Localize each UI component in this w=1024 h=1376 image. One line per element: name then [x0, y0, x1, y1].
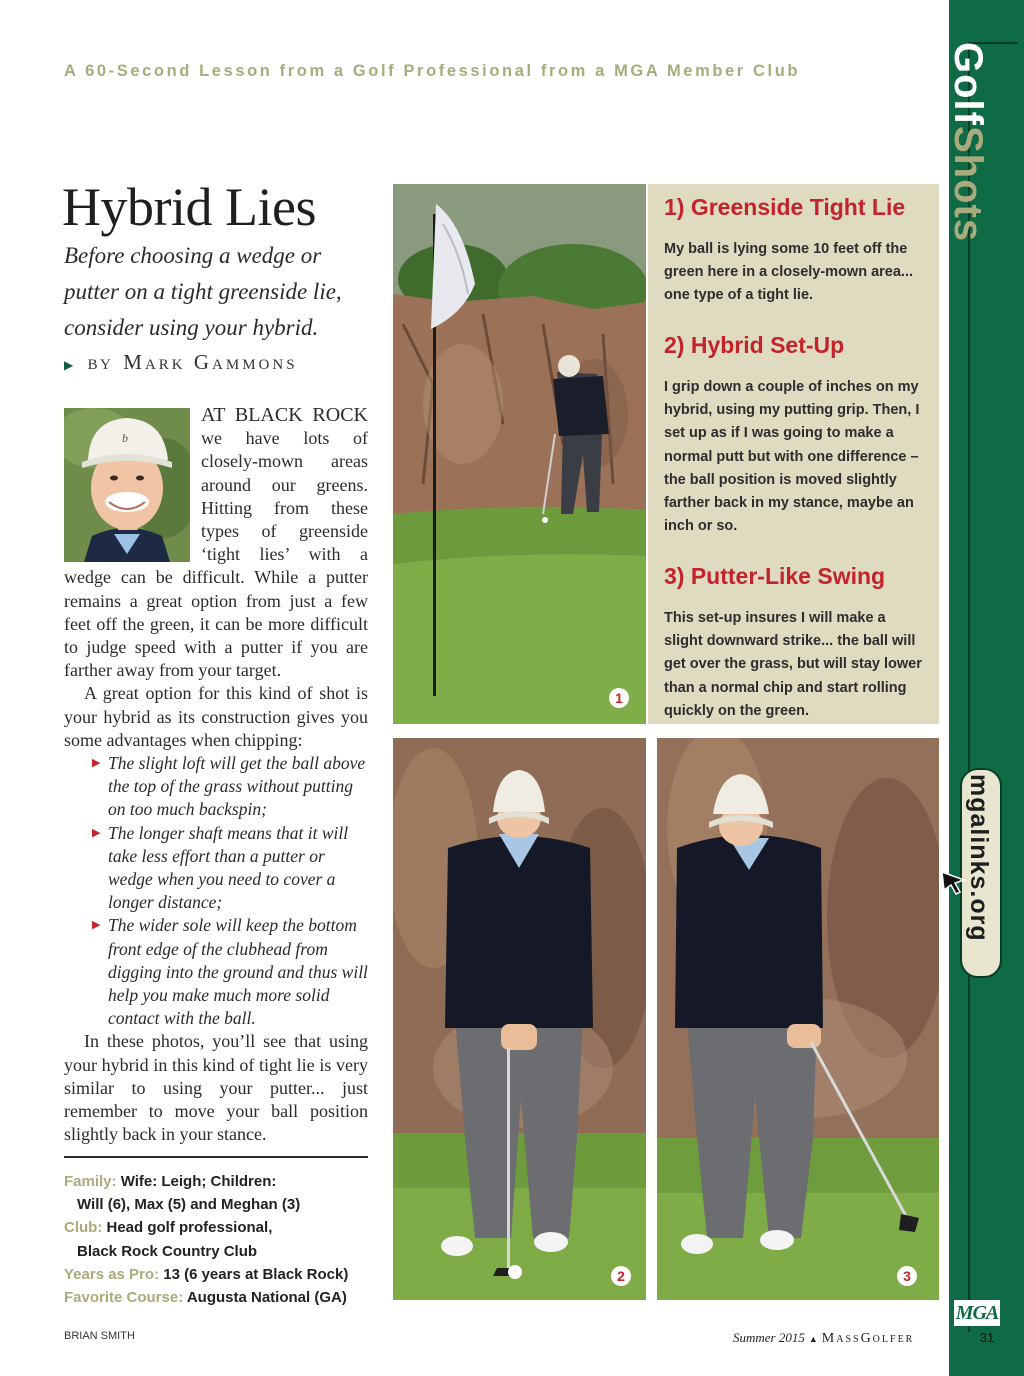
- bio-value: Augusta National (GA): [186, 1289, 347, 1307]
- advantages-list: [64, 752, 368, 1030]
- bio-club-cont: Black Rock Country Club: [77, 1242, 258, 1260]
- photo-1-greenside-lie: [393, 184, 646, 724]
- pro-bio: [64, 1170, 384, 1309]
- bullet-triangle-icon: ▶: [92, 826, 101, 839]
- byline-triangle-icon: ▶: [64, 358, 76, 372]
- website-link[interactable]: mgalinks.org: [965, 774, 993, 942]
- photo-number-badge: 2: [611, 1266, 631, 1286]
- list-item-text: The wider sole will keep the bottom front edge of the clubhead from digging into the ground and thus will help you make much more solid contact with the ball.: [108, 915, 368, 1029]
- page-number: 31: [979, 1330, 995, 1345]
- author-name: Mark Gammons: [123, 350, 298, 374]
- paragraph-1-text: we have lots of closely-mown areas around our greens. Hitting from these types of greenside ‘tight lies’ with a wedge can be difficult. While a putter remains a great option from just a few feet off the green, it can be more difficult to judge speed with a putter if you are farther away from your target.: [64, 428, 368, 681]
- photo-3-illustration: [657, 738, 939, 1300]
- bio-club: [64, 1216, 384, 1239]
- photo-credit: BRIAN SMITH: [64, 1330, 135, 1342]
- photo-2-illustration: [393, 738, 646, 1300]
- byline: [64, 350, 298, 375]
- article-title: Hybrid Lies: [62, 177, 316, 237]
- bio-family: [64, 1170, 384, 1193]
- bio-label: Favorite Course:: [64, 1289, 184, 1307]
- magazine-footer: [733, 1330, 914, 1347]
- tip-2-heading: 2) Hybrid Set-Up: [664, 332, 845, 358]
- bio-family-cont: Will (6), Max (5) and Meghan (3): [77, 1196, 301, 1214]
- bio-years: [64, 1263, 384, 1286]
- issue-season: Summer 2015: [733, 1330, 805, 1345]
- svg-text:b: b: [122, 431, 128, 445]
- tip-2-text: I grip down a couple of inches on my hybrid, using my putting grip. Then, I set up as if I was going to make a normal putt but with one difference – the ball position is moved slightly farther back in my stance, maybe an inch or so.: [664, 379, 920, 535]
- bio-value: Wife: Leigh; Children:: [120, 1173, 277, 1190]
- bio-label: Years as Pro:: [64, 1265, 160, 1283]
- tip-1-text: My ball is lying some 10 feet off the green here in a closely-mown area... one type of a tight lie.: [664, 241, 914, 304]
- tip-3-text: This set-up insures I will make a slight downward strike... the ball will get over the grass, but will stay lower than a normal chip and start rolling quickly on the green.: [664, 610, 922, 719]
- section-title-shots: Shots: [946, 125, 990, 243]
- bullet-triangle-icon: ▶: [92, 919, 101, 932]
- photo-number-badge: 3: [897, 1266, 917, 1286]
- section-title-vertical: [948, 42, 988, 242]
- headshot-spacer: [64, 404, 201, 564]
- mga-logo: MGA: [955, 1302, 999, 1324]
- byline-prefix: BY: [87, 357, 114, 373]
- photo-number-badge: 1: [609, 688, 629, 708]
- bio-value: Head golf professional,: [106, 1219, 273, 1237]
- photo-2-hybrid-setup: [393, 738, 646, 1300]
- magazine-name: MassGolfer: [821, 1331, 915, 1346]
- tip-1-heading: 1) Greenside Tight Lie: [664, 194, 906, 220]
- lead-in: AT BLACK ROCK: [201, 404, 368, 426]
- paragraph-3: In these photos, you’ll see that using your hybrid in this kind of tight lie is very similar to using your putter... just remember to move your ball position slightly back in your stance.: [64, 1031, 368, 1145]
- list-item: [92, 752, 368, 822]
- list-item-text: The longer shaft means that it will take less effort than a putter or wedge when you need to cover a longer distance;: [108, 822, 349, 913]
- paragraph-2: A great option for this kind of shot is your hybrid as its construction gives you some advantages when chipping:: [64, 683, 368, 750]
- section-title-golf: Golf: [946, 42, 990, 126]
- photo-3-putter-swing: [657, 738, 939, 1300]
- photo-1-illustration: [393, 184, 646, 724]
- article-deck: Before choosing a wedge or putter on a tight greenside lie, consider using your hybrid.: [64, 243, 342, 340]
- list-item: [92, 822, 368, 915]
- article-body: [64, 404, 368, 1147]
- pointer-cursor-icon: [938, 866, 968, 896]
- tips-panel: [648, 184, 939, 724]
- bio-divider: [64, 1156, 368, 1158]
- tip-3-heading: 3) Putter-Like Swing: [664, 563, 886, 589]
- lesson-kicker: A 60-Second Lesson from a Golf Professional from a MGA Member Club: [64, 62, 801, 80]
- bio-label: Family:: [64, 1173, 117, 1190]
- list-item-text: The slight loft will get the ball above the top of the grass without putting on too much backspin;: [108, 753, 366, 820]
- bio-course: [64, 1286, 384, 1309]
- bio-label: Club:: [64, 1219, 103, 1237]
- bullet-triangle-icon: ▶: [92, 757, 101, 770]
- footer-mound-icon: ▲: [808, 1334, 818, 1344]
- list-item: [92, 914, 368, 1030]
- bio-value: 13 (6 years at Black Rock): [163, 1265, 349, 1283]
